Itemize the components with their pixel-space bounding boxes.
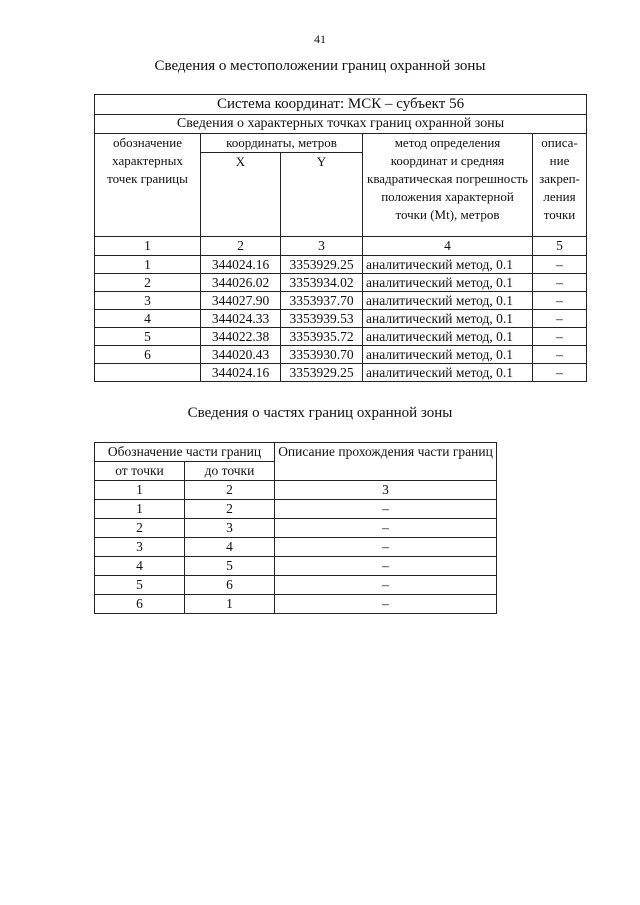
y-cell: 3353937.70 [281, 292, 363, 310]
description-header: описа-ние закреп-ления точки [533, 134, 587, 237]
table-row [95, 519, 497, 538]
description-cell: – [533, 256, 587, 274]
x-cell: 344024.33 [201, 310, 281, 328]
column-number: 3 [275, 481, 497, 500]
from-point-header: от точки [95, 462, 185, 481]
from-cell: 5 [95, 576, 185, 595]
description-cell: – [275, 500, 497, 519]
points-section-title: Сведения о характерных точках границ охранной зоны [95, 115, 587, 134]
method-cell: аналитический метод, 0.1 [363, 292, 533, 310]
method-cell: аналитический метод, 0.1 [363, 328, 533, 346]
y-header: Y [281, 153, 363, 237]
description-cell: – [275, 538, 497, 557]
from-cell: 3 [95, 538, 185, 557]
section-title-parts: Сведения о частях границ охранной зоны [187, 405, 453, 421]
description-cell: – [533, 346, 587, 364]
description-cell: – [275, 576, 497, 595]
part-designation-header: Обозначение части границ [95, 443, 275, 462]
table-row [95, 576, 497, 595]
description-cell: – [275, 557, 497, 576]
description-cell: – [533, 310, 587, 328]
column-number: 4 [363, 237, 533, 256]
description-cell: – [275, 595, 497, 614]
y-cell: 3353929.25 [281, 364, 363, 382]
point-designation-header: обозначение характерных точек границы [95, 134, 201, 237]
boundary-points-table [94, 94, 587, 382]
table-row [95, 346, 587, 364]
to-cell: 5 [185, 557, 275, 576]
x-cell: 344026.02 [201, 274, 281, 292]
x-cell: 344022.38 [201, 328, 281, 346]
section-title-location: Сведения о местоположении границ охранной зоны [154, 58, 486, 74]
y-cell: 3353930.70 [281, 346, 363, 364]
column-numbers-row [95, 481, 497, 500]
table-row [95, 256, 587, 274]
to-cell: 4 [185, 538, 275, 557]
point-cell [95, 364, 201, 382]
description-cell: – [533, 328, 587, 346]
to-cell: 2 [185, 500, 275, 519]
description-cell: – [533, 292, 587, 310]
to-cell: 3 [185, 519, 275, 538]
method-cell: аналитический метод, 0.1 [363, 346, 533, 364]
page-number: 41 [314, 32, 326, 46]
table-row [95, 595, 497, 614]
column-number: 3 [281, 237, 363, 256]
table-row [95, 500, 497, 519]
point-cell: 4 [95, 310, 201, 328]
x-header: X [201, 153, 281, 237]
method-cell: аналитический метод, 0.1 [363, 256, 533, 274]
column-number: 1 [95, 237, 201, 256]
from-cell: 2 [95, 519, 185, 538]
column-number: 2 [201, 237, 281, 256]
x-cell: 344024.16 [201, 364, 281, 382]
column-number: 1 [95, 481, 185, 500]
method-cell: аналитический метод, 0.1 [363, 310, 533, 328]
table-row [95, 310, 587, 328]
part-description-header: Описание прохождения части границ [275, 443, 497, 481]
point-cell: 1 [95, 256, 201, 274]
point-cell: 2 [95, 274, 201, 292]
from-cell: 1 [95, 500, 185, 519]
x-cell: 344024.16 [201, 256, 281, 274]
to-cell: 6 [185, 576, 275, 595]
x-cell: 344027.90 [201, 292, 281, 310]
table-row [95, 557, 497, 576]
column-number: 2 [185, 481, 275, 500]
point-cell: 5 [95, 328, 201, 346]
boundary-parts-table [94, 442, 497, 614]
table-row [95, 364, 587, 382]
x-cell: 344020.43 [201, 346, 281, 364]
point-cell: 6 [95, 346, 201, 364]
y-cell: 3353929.25 [281, 256, 363, 274]
table-row [95, 292, 587, 310]
table-row [95, 328, 587, 346]
coordinate-system-label: Система координат: МСК – субъект 56 [95, 95, 587, 115]
column-number: 5 [533, 237, 587, 256]
from-cell: 4 [95, 557, 185, 576]
table-row [95, 538, 497, 557]
description-cell: – [533, 274, 587, 292]
method-cell: аналитический метод, 0.1 [363, 274, 533, 292]
description-cell: – [533, 364, 587, 382]
column-numbers-row [95, 237, 587, 256]
from-cell: 6 [95, 595, 185, 614]
method-header: метод определения координат и средняя квадратическая погрешность положения характерной точки (Mt), метров [363, 134, 533, 237]
to-point-header: до точки [185, 462, 275, 481]
table-row [95, 274, 587, 292]
y-cell: 3353934.02 [281, 274, 363, 292]
y-cell: 3353935.72 [281, 328, 363, 346]
point-cell: 3 [95, 292, 201, 310]
method-cell: аналитический метод, 0.1 [363, 364, 533, 382]
description-cell: – [275, 519, 497, 538]
coordinates-header: координаты, метров [201, 134, 363, 153]
y-cell: 3353939.53 [281, 310, 363, 328]
to-cell: 1 [185, 595, 275, 614]
